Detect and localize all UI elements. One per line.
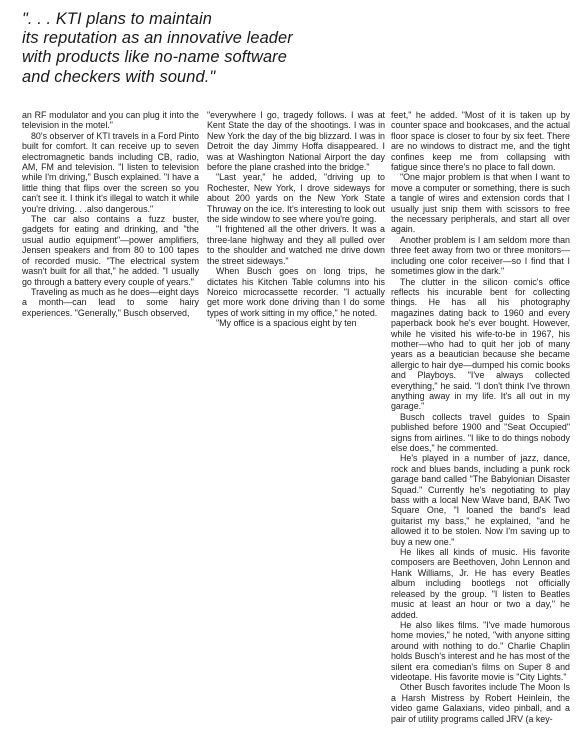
paragraph: Traveling as much as he does—eight days a month—can lead to some hairy experiences. "Generally," Busch observed, (22, 286, 199, 318)
pull-quote-line: and checkers with sound." (22, 67, 216, 86)
paragraph: When Busch goes on long trips, he dictates his Kitchen Table columns into his Noreico microcassette recorder. "I actually get more work done driving than I do some types of work sitting in my office," he noted. (207, 266, 385, 318)
paragraph: feet," he added. "Most of it is taken up by counter space and bookcases, and the actual floor space is closer to four by six feet. There are no windows to distract me, and the tight confines keep me from collapsing with fatigue since there's no place to fall down. (391, 110, 570, 173)
pull-quote-line: its reputation as an innovative leader (22, 29, 293, 48)
article-column-3 (391, 110, 570, 724)
paragraph: "everywhere I go, tragedy follows. I was at Kent State the day of the shootings. I was in New York the day of the big blizzard. I was in Detroit the day Jimmy Hoffa disappeared. I was at Washington National Airport the day before the plane crashed into the bridge." (207, 110, 385, 173)
article-column-2 (207, 110, 385, 329)
paragraph: The car also contains a fuzz buster, gadgets for eating and drinking, and "the usual audio equipment"—power amplifiers, Jensen speakers and from 80 to 100 tapes of recorded music. "The electrical system wasn't built for all that," he added. "I usually go through a battery every couple of years." (22, 214, 199, 287)
paragraph: He likes all kinds of music. His favorite composers are Beethoven, John Lennon and Hank Williams, Jr. He has every Beatles album including bootlegs not officially released by the group. "I listen to Beatles music at least an hour or two a day," he added. (391, 547, 570, 620)
paragraph: Another problem is I am seldom more than three feet away from two or three monitors—including one color receiver—so I find that I sometimes glow in the dark." (391, 234, 570, 277)
paragraph: Other Busch favorites include The Moon Is a Harsh Mistress by Robert Heinlein, the video game Galaxians, video pinball, and a pair of utility programs called JRV (a key- (391, 682, 570, 724)
paragraph: "One major problem is that when I want to move a computer or something, there is such a tangle of wires and extension cords that I usually just snip them with scissors to free the necessary peripherals, and start all over again. (391, 172, 570, 235)
pull-quote-line: ". . . KTI plans to maintain (22, 10, 212, 28)
pull-quote-line: with products like no-name software (22, 48, 287, 67)
paragraph: "Last year," he added, "driving up to Rochester, New York, I drove sideways for about 200 yards on the New York State Thruway on the ice. It's interesting to look out the side window to see where you're going. (207, 172, 385, 225)
article-column-1 (22, 110, 199, 318)
paragraph: an RF modulator and you can plug it into the television in the motel." (22, 110, 199, 131)
paragraph: "I frightened all the other drivers. It was a three-lane highway and they all pulled over to the shoulder and watched me drive down the street sideways." (207, 224, 385, 266)
paragraph: Busch collects travel guides to Spain published before 1900 and "Seat Occupied" signs from airlines. "I like to do things nobody else does," he commented. (391, 411, 570, 453)
paragraph: He also likes films. "I've made humorous home movies," he noted, "with anyone sitting around with nothing to do." Charlie Chaplin holds Busch's interest and he has most of the silent era comedian's films on Super 8 and videotape. His favorite movie is "City Lights." (391, 619, 570, 682)
paragraph: The clutter in the silicon comic's office reflects his incurable bent for collecting things. He has all his photography magazines dating back to 1960 and every paperback book he's ever bought. However, while he visited his wife-to-be in 1967, his mother—who had to quit her job of many years as a beautician because she became allergic to hair dye—dumped his comic books and Playboys. "I've always collected everything," he said. "I don't think I've thrown anything away in my life. It's all out in my garage." (391, 276, 570, 412)
pull-quote (22, 10, 492, 87)
paragraph: He's played in a number of jazz, dance, rock and blues bands, including a punk rock garage band called "The Babylonian Disaster Squad." Currently he's negotiating to play bass with a local New Wave band, BAK Two Square One, "I loaned the band's lead guitarist my bass," he explained, "and he allowed it to be stolen. Now I'm saving up to buy a new one." (391, 453, 570, 547)
paragraph: "My office is a spacious eight by ten (216, 318, 357, 329)
paragraph: 80's observer of KTI travels in a Ford Pinto built for comfort. It can receive up to seven electromagnetic bands including CB, radio, AM, FM and television. "I listen to television while I'm driving," Busch explained. "I have a little thing that flips over the screen so you can't see it. I think it's illegal to watch it while you're driving. . .also dangerous." (22, 130, 199, 214)
